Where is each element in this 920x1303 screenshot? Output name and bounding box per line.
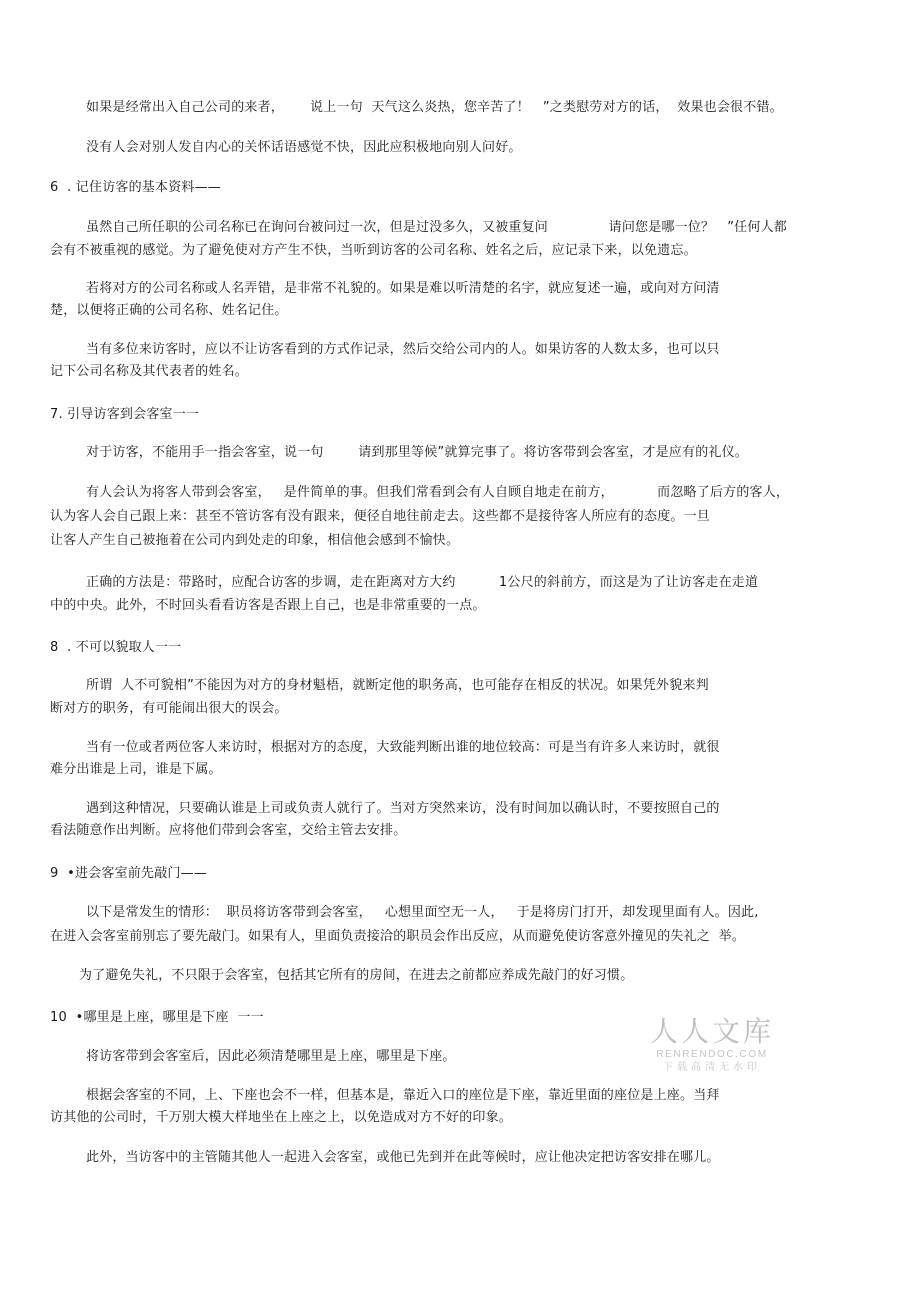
paragraph-line: 记下公司名称及其代表者的姓名。: [50, 364, 249, 379]
paragraph-line: 访其他的公司时，千万别大模大样地坐在上座之上，以免造成对方不好的印象。: [50, 1110, 513, 1125]
paragraph-line: 若将对方的公司名称或人名弄错，是非常不礼貌的。如果是难以听清楚的名字，就应复述一遍，或向对方问清: [86, 281, 720, 296]
paragraph-line: 看法随意作出判断。应将他们带到会客室，交给主管去安排。: [50, 823, 407, 838]
paragraph-line: 中的中央。此外，不时回头看看访客是否跟上自己，也是非常重要的一点。: [50, 598, 486, 613]
paragraph-line: 当有多位来访客时，应以不让访客看到的方式作记录，然后交给公司内的人。如果访客的人数太多，也可以只: [86, 342, 720, 357]
paragraph-line: 难分出谁是上司，谁是下属。: [50, 762, 222, 777]
paragraph-line: 没有人会对别人发自内心的关怀话语感觉不快，因此应积极地向别人问好。: [86, 140, 522, 155]
section-heading-10: 10 •哪里是上座，哪里是下座 一一: [50, 1010, 264, 1025]
section-heading-8: 8 . 不可以貌取人一一: [50, 640, 182, 655]
section-heading-7: 7. 引导访客到会客室一一: [50, 407, 200, 422]
paragraph-line: 会有不被重视的感觉。为了避免使对方产生不快，当听到访客的公司名称、姓名之后，应记录下来，以免遗忘。: [50, 243, 697, 258]
paragraph-line: 楚，以便将正确的公司名称、姓名记住。: [50, 303, 288, 318]
paragraph-line: 根据会客室的不同，上、下座也会不一样，但基本是，靠近入口的座位是下座，靠近里面的座位是上座。当拜: [86, 1088, 720, 1103]
paragraph-line: 以下是常发生的情形： 职员将访客带到会客室， 心想里面空无一人， 于是将房门打开，却发现里面有人。因此,: [86, 905, 759, 920]
paragraph-line: 如果是经常出入自己公司的来者， 说上一句 天气这么炎热，您辛苦了！ ”之类慰劳对方的话， 效果也会很不错。: [86, 100, 783, 115]
paragraph-line: 此外，当访客中的主管随其他人一起进入会客室，或他已先到并在此等候时，应让他决定把访客安排在哪儿。: [86, 1150, 720, 1165]
paragraph-line: 所谓 人不可貌相”不能因为对方的身材魁梧，就断定他的职务高，也可能存在相反的状况。如果凭外貌来判: [86, 678, 709, 693]
paragraph-line: 认为客人会自己跟上来：甚至不管访客有没有跟来，便径自地往前走去。这些都不是接待客人所应有的态度。一旦: [50, 509, 711, 524]
paragraph-line: 为了避免失礼，不只限于会客室，包括其它所有的房间，在进去之前都应养成先敲门的好习惯。: [79, 968, 634, 983]
paragraph-line: 断对方的职务，有可能闹出很大的误会。: [50, 701, 288, 716]
paragraph-line: 在进入会客室前别忘了要先敲门。如果有人，里面负责接洽的职员会作出反应，从而避免使访客意外撞见的失礼之 举。: [50, 929, 746, 944]
watermark-domain: RENRENDOC.COM: [656, 1049, 768, 1060]
section-heading-9: 9 •进会客室前先敲门——: [50, 866, 208, 881]
paragraph-line: 虽然自己所任职的公司名称已在询问台被问过一次，但是过没多久，又被重复问 请问您是哪一位？ ”任何人都: [86, 220, 787, 235]
paragraph-line: 对于访客，不能用手一指会客室，说一句 请到那里等候”就算完事了。将访客带到会客室，才是应有的礼仪。: [86, 445, 748, 460]
section-heading-6: 6 . 记住访客的基本资料——: [50, 180, 222, 195]
paragraph-line: 正确的方法是：带路时，应配合访客的步调，走在距离对方大约 1公尺的斜前方，而这是为了让访客走在走道: [86, 575, 759, 590]
paragraph-line: 将访客带到会客室后，因此必须清楚哪里是上座，哪里是下座。: [86, 1049, 456, 1064]
watermark-logo: [647, 1016, 777, 1074]
watermark-title: 人人文库: [649, 1015, 774, 1048]
watermark-slogan: 下载高清无水印: [663, 1062, 761, 1073]
paragraph-line: 让客人产生自己被拖着在公司内到处走的印象，相信他会感到不愉快。: [50, 533, 460, 548]
paragraph-line: 当有一位或者两位客人来访时，根据对方的态度，大致能判断出谁的地位较高：可是当有许多人来访时，就很: [86, 740, 720, 755]
paragraph-line: 有人会认为将客人带到会客室， 是件简单的事。但我们常看到会有人自顾自地走在前方， 而忽略了后方的客人，: [86, 485, 790, 500]
paragraph-line: 遇到这种情况，只要确认谁是上司或负责人就行了。当对方突然来访，没有时间加以确认时，不要按照自己的: [86, 801, 720, 816]
